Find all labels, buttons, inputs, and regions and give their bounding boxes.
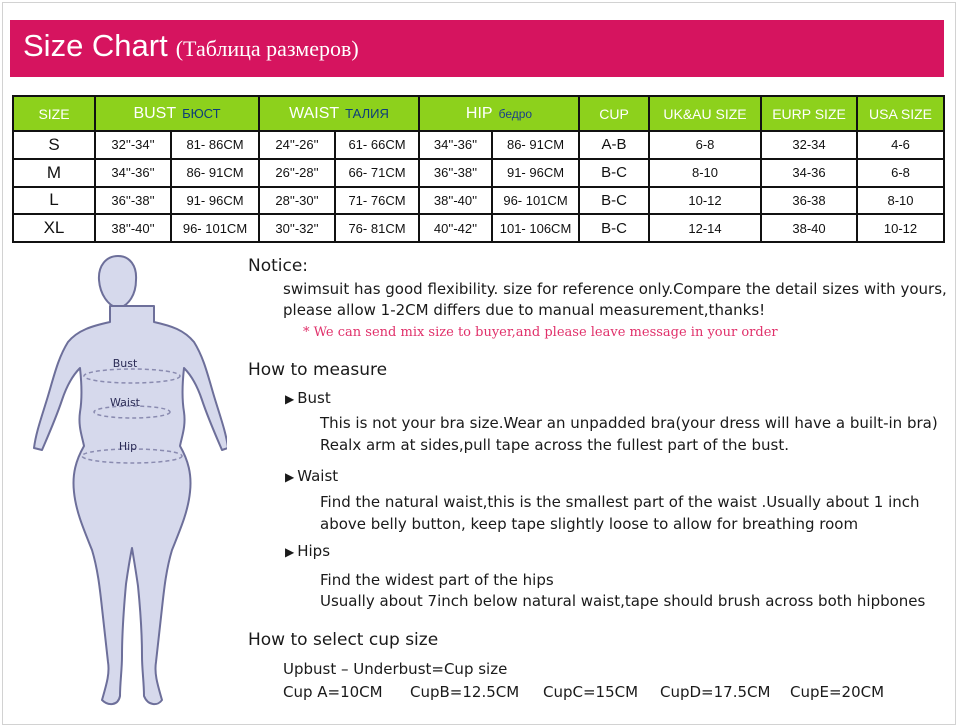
waist-line-1: Find the natural waist,this is the smallest part of the waist .Usually about 1 inch xyxy=(320,493,920,511)
cup-b-value: CupB=12.5CM xyxy=(410,683,520,701)
bust-label: Bust xyxy=(112,357,138,370)
page-title xyxy=(23,28,359,64)
cell-waist-in: 28''-30'' xyxy=(259,187,335,215)
cell-waist-in: 30''-32'' xyxy=(259,214,335,242)
header-eurp: EURP SIZE xyxy=(761,96,857,131)
table-row xyxy=(13,131,944,159)
cell-ukau: 12-14 xyxy=(649,214,761,242)
cell-bust-cm: 91- 96CM xyxy=(171,187,259,215)
cell-bust-cm: 96- 101CM xyxy=(171,214,259,242)
cell-eurp: 34-36 xyxy=(761,159,857,187)
cup-c-value: CupC=15CM xyxy=(543,683,639,701)
mix-size-note: * We can send mix size to buyer,and please leave message in your order xyxy=(303,325,778,340)
cell-cup: A-B xyxy=(579,131,649,159)
header-hip: HIP бедро xyxy=(419,96,579,131)
cell-eurp: 32-34 xyxy=(761,131,857,159)
notice-line-2: please allow 1-2CM differs due to manual measurement,thanks! xyxy=(283,301,766,319)
bust-subheading: ▶ Bust xyxy=(285,389,331,407)
waist-line-2: above belly button, keep tape slightly loose to allow for breathing room xyxy=(320,515,859,533)
cup-heading: How to select cup size xyxy=(248,630,439,650)
header-cup: CUP xyxy=(579,96,649,131)
cell-bust-cm: 81- 86CM xyxy=(171,131,259,159)
cell-bust-cm: 86- 91CM xyxy=(171,159,259,187)
cell-size: XL xyxy=(13,214,95,242)
waist-label: Waist xyxy=(109,396,141,409)
cell-usa: 6-8 xyxy=(857,159,944,187)
cell-eurp: 36-38 xyxy=(761,187,857,215)
size-table xyxy=(12,95,945,243)
header-bust: BUST БЮСТ xyxy=(95,96,259,131)
header-ukau: UK&AU SIZE xyxy=(649,96,761,131)
cell-ukau: 6-8 xyxy=(649,131,761,159)
bullet-arrow-icon: ▶ xyxy=(285,545,295,559)
cell-size: M xyxy=(13,159,95,187)
cell-hip-cm: 101- 106CM xyxy=(492,214,579,242)
cell-bust-in: 36''-38'' xyxy=(95,187,171,215)
cell-waist-cm: 66- 71CM xyxy=(335,159,419,187)
cell-hip-cm: 96- 101CM xyxy=(492,187,579,215)
cell-size: S xyxy=(13,131,95,159)
cup-a-value: Cup A=10CM xyxy=(283,683,383,701)
bust-line-1: This is not your bra size.Wear an unpadded bra(your dress will have a built-in bra) xyxy=(320,414,938,432)
cell-waist-cm: 71- 76CM xyxy=(335,187,419,215)
cell-waist-cm: 76- 81CM xyxy=(335,214,419,242)
bust-line-2: Realx arm at sides,pull tape across the fullest part of the bust. xyxy=(320,436,790,454)
hip-label: Hip xyxy=(118,440,138,453)
header-usa: USA SIZE xyxy=(857,96,944,131)
waist-subheading: ▶ Waist xyxy=(285,467,339,485)
bullet-arrow-icon: ▶ xyxy=(285,470,295,484)
table-header-row xyxy=(13,96,944,131)
cell-hip-cm: 86- 91CM xyxy=(492,131,579,159)
header-waist: WAIST ТАЛИЯ xyxy=(259,96,419,131)
bullet-arrow-icon: ▶ xyxy=(285,392,295,406)
hips-line-1: Find the widest part of the hips xyxy=(320,571,554,589)
cell-ukau: 8-10 xyxy=(649,159,761,187)
cup-formula: Upbust – Underbust=Cup size xyxy=(283,660,508,678)
cell-cup: B-C xyxy=(579,214,649,242)
cell-hip-in: 34''-36'' xyxy=(419,131,492,159)
cell-waist-in: 24''-26'' xyxy=(259,131,335,159)
cell-waist-cm: 61- 66CM xyxy=(335,131,419,159)
cell-cup: B-C xyxy=(579,187,649,215)
notice-heading: Notice: xyxy=(248,256,309,276)
table-row xyxy=(13,187,944,215)
notice-line-1: swimsuit has good flexibility. size for reference only.Compare the detail sizes with yours, xyxy=(283,280,947,298)
cell-usa: 4-6 xyxy=(857,131,944,159)
cell-hip-cm: 91- 96CM xyxy=(492,159,579,187)
cell-hip-in: 40''-42'' xyxy=(419,214,492,242)
hips-line-2: Usually about 7inch below natural waist,tape should brush across both hipbones xyxy=(320,592,926,610)
cell-ukau: 10-12 xyxy=(649,187,761,215)
title-banner xyxy=(10,20,944,77)
cell-cup: B-C xyxy=(579,159,649,187)
cup-e-value: CupE=20CM xyxy=(790,683,885,701)
cup-d-value: CupD=17.5CM xyxy=(660,683,771,701)
cell-usa: 8-10 xyxy=(857,187,944,215)
cell-hip-in: 38''-40'' xyxy=(419,187,492,215)
header-size: SIZE xyxy=(13,96,95,131)
cell-bust-in: 32''-34'' xyxy=(95,131,171,159)
measure-heading: How to measure xyxy=(248,360,388,380)
cell-bust-in: 38''-40'' xyxy=(95,214,171,242)
cell-waist-in: 26''-28'' xyxy=(259,159,335,187)
cell-eurp: 38-40 xyxy=(761,214,857,242)
hips-subheading: ▶ Hips xyxy=(285,542,331,560)
title-text: Size Chart xyxy=(23,28,168,63)
cell-hip-in: 36''-38'' xyxy=(419,159,492,187)
cell-size: L xyxy=(13,187,95,215)
body-figure-illustration xyxy=(22,250,227,720)
table-row xyxy=(13,159,944,187)
table-row xyxy=(13,214,944,242)
title-subtitle: (Таблица размеров) xyxy=(175,36,359,61)
cell-usa: 10-12 xyxy=(857,214,944,242)
cell-bust-in: 34''-36'' xyxy=(95,159,171,187)
